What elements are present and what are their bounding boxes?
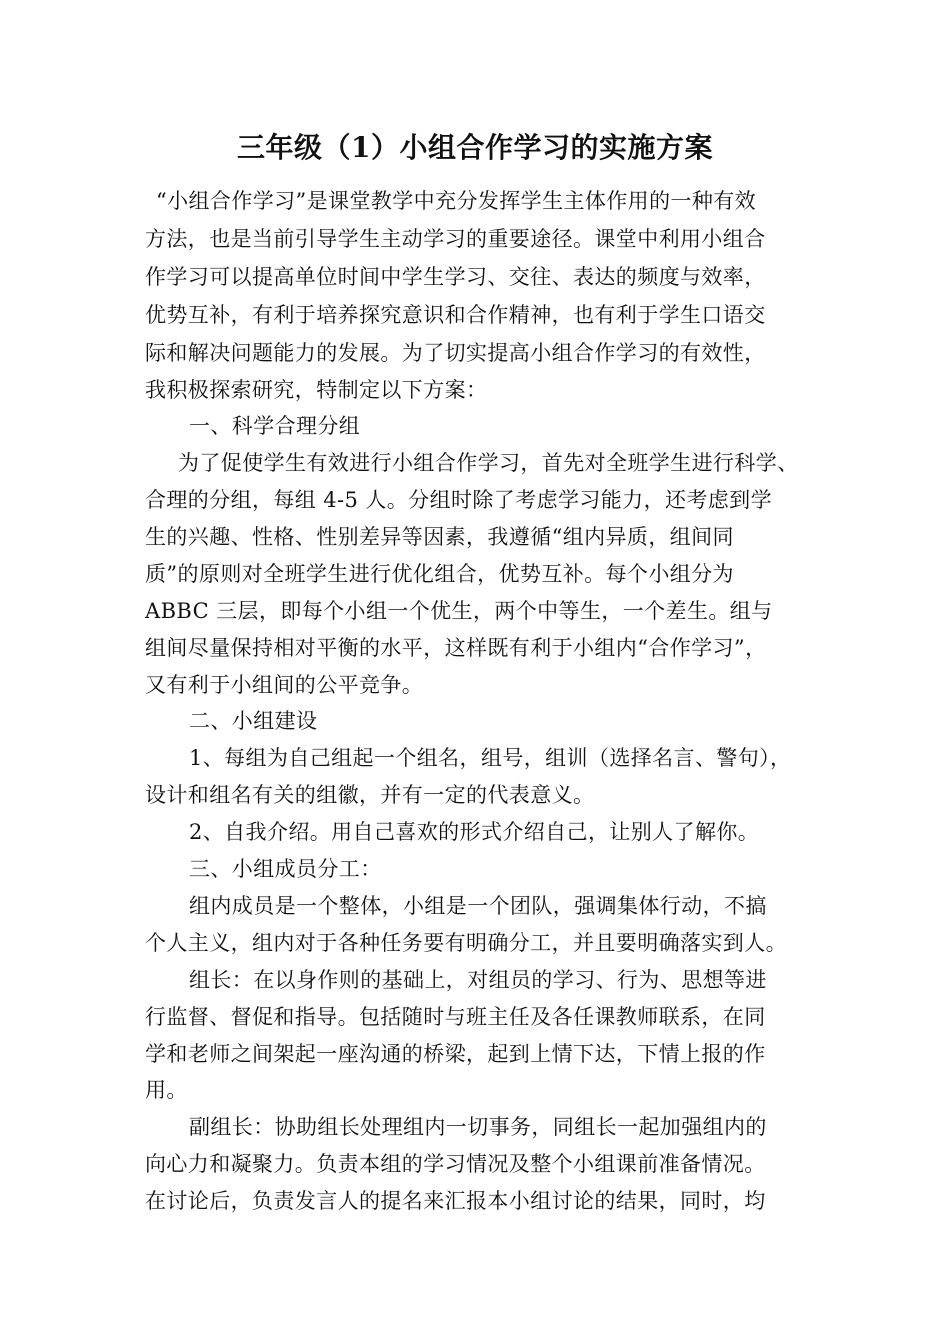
paragraph-line: 作学习可以提高单位时间中学生学习、交往、表达的频度与效率， xyxy=(145,265,766,289)
paragraph-line: 又有利于小组间的公平竞争。 xyxy=(145,673,424,697)
paragraph-line: 为了促使学生有效进行小组合作学习，首先对全班学生进行科学、 xyxy=(178,451,799,475)
document-title: 三年级（1）小组合作学习的实施方案 xyxy=(237,131,713,164)
section-heading: 三、小组成员分工： xyxy=(189,857,382,881)
paragraph-line: 组内成员是一个整体，小组是一个团队，强调集体行动，不搞 xyxy=(189,894,767,918)
paragraph-line: 合理的分组，每组 4-5 人。分组时除了考虑学习能力，还考虑到学 xyxy=(145,488,772,512)
paragraph-line: 方法，也是当前引导学生主动学习的重要途径。课堂中利用小组合 xyxy=(145,227,766,251)
paragraph-line: 组长：在以身作则的基础上，对组员的学习、行为、思想等进 xyxy=(189,968,767,992)
paragraph-line: 质”的原则对全班学生进行优化组合，优势互补。每个小组分为 xyxy=(145,562,734,586)
section-heading: 一、科学合理分组 xyxy=(189,414,361,438)
section-heading: 二、小组建设 xyxy=(189,709,318,733)
paragraph-line: 设计和组名有关的组徽，并有一定的代表意义。 xyxy=(145,783,595,807)
paragraph-line: “小组合作学习”是课堂教学中充分发挥学生主体作用的一种有效 xyxy=(156,189,757,213)
paragraph-line: 在讨论后，负责发言人的提名来汇报本小组讨论的结果，同时，均 xyxy=(145,1189,766,1213)
paragraph-line: 组间尽量保持相对平衡的水平，这样既有利于小组内“合作学习”， xyxy=(145,636,767,660)
paragraph-line: 1、每组为自己组起一个组名，组号，组训（选择名言、警句）， xyxy=(189,746,792,770)
paragraph-line: 2、自我介绍。用自己喜欢的形式介绍自己，让别人了解你。 xyxy=(189,820,760,844)
paragraph-line: 优势互补，有利于培养探究意识和合作精神，也有利于学生口语交 xyxy=(145,303,766,327)
paragraph-line: 个人主义，组内对于各种任务要有明确分工，并且要明确落实到人。 xyxy=(145,931,787,955)
paragraph-line: 副组长：协助组长处理组内一切事务，同组长一起加强组内的 xyxy=(189,1115,767,1139)
paragraph-line: 我积极探索研究，特制定以下方案： xyxy=(145,378,488,402)
paragraph-line: 行监督、督促和指导。包括随时与班主任及各任课教师联系，在同 xyxy=(145,1005,766,1029)
paragraph-line: 向心力和凝聚力。负责本组的学习情况及整个小组课前准备情况。 xyxy=(145,1152,766,1176)
paragraph-line: 学和老师之间架起一座沟通的桥梁，起到上情下达，下情上报的作 xyxy=(145,1042,766,1066)
paragraph-line: 用。 xyxy=(145,1078,188,1102)
paragraph-line: 生的兴趣、性格、性别差异等因素，我遵循“组内异质，组间同 xyxy=(145,525,734,549)
paragraph-line: ABBC 三层，即每个小组一个优生，两个中等生，一个差生。组与 xyxy=(145,599,773,623)
paragraph-line: 际和解决问题能力的发展。为了切实提高小组合作学习的有效性， xyxy=(145,341,766,365)
